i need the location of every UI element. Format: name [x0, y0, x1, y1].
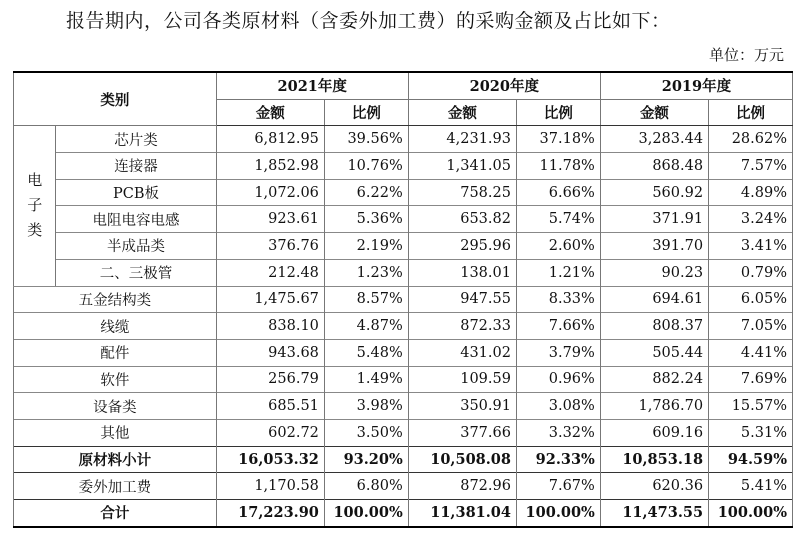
- table-row: [14, 153, 793, 180]
- ratio-cell: 3.79%: [516, 339, 600, 366]
- ratio-cell: 7.57%: [709, 153, 793, 180]
- amount-cell: 1,072.06: [216, 179, 324, 206]
- table-row: [14, 419, 793, 446]
- ratio-cell: 2.60%: [516, 233, 600, 260]
- amount-cell: 377.66: [408, 419, 516, 446]
- row-name: 合计: [14, 500, 217, 527]
- ratio-cell: 1.21%: [516, 259, 600, 286]
- ratio-cell: 5.41%: [709, 473, 793, 500]
- ratio-cell: 5.31%: [709, 419, 793, 446]
- ratio-cell: 28.62%: [709, 126, 793, 153]
- amount-cell: 882.24: [600, 366, 708, 393]
- amount-cell: 138.01: [408, 259, 516, 286]
- amount-cell: 685.51: [216, 393, 324, 420]
- ratio-cell: 3.32%: [516, 419, 600, 446]
- amount-cell: 602.72: [216, 419, 324, 446]
- ratio-cell: 7.05%: [709, 313, 793, 340]
- ratio-cell: 6.80%: [324, 473, 408, 500]
- amount-cell: 505.44: [600, 339, 708, 366]
- amount-cell: 808.37: [600, 313, 708, 340]
- table-row: [14, 206, 793, 233]
- amount-cell: 6,812.95: [216, 126, 324, 153]
- ratio-cell: 11.78%: [516, 153, 600, 180]
- amount-cell: 1,786.70: [600, 393, 708, 420]
- ratio-cell: 2.19%: [324, 233, 408, 260]
- ratio-cell: 1.23%: [324, 259, 408, 286]
- row-name: 五金结构类: [14, 286, 217, 313]
- ratio-cell: 3.98%: [324, 393, 408, 420]
- row-name: 线缆: [14, 313, 217, 340]
- group-label-char: 电: [27, 171, 43, 190]
- group-label: [14, 126, 56, 286]
- ratio-cell: 5.36%: [324, 206, 408, 233]
- table-body: [14, 126, 793, 527]
- ratio-cell: 39.56%: [324, 126, 408, 153]
- row-name: PCB板: [56, 179, 216, 206]
- ratio-cell: 7.69%: [709, 366, 793, 393]
- amount-cell: 431.02: [408, 339, 516, 366]
- ratio-cell: 0.79%: [709, 259, 793, 286]
- amount-cell: 1,341.05: [408, 153, 516, 180]
- ratio-cell: 3.50%: [324, 419, 408, 446]
- amount-cell: 943.68: [216, 339, 324, 366]
- header-category: 类别: [14, 72, 217, 126]
- ratio-cell: 100.00%: [709, 500, 793, 527]
- ratio-cell: 94.59%: [709, 446, 793, 473]
- row-name: 原材料小计: [14, 446, 217, 473]
- group-label-char: 子: [27, 196, 43, 215]
- ratio-cell: 1.49%: [324, 366, 408, 393]
- header-year: 2020年度: [408, 72, 600, 99]
- header-amount: 金额: [408, 99, 516, 126]
- amount-cell: 350.91: [408, 393, 516, 420]
- amount-cell: 1,475.67: [216, 286, 324, 313]
- amount-cell: 868.48: [600, 153, 708, 180]
- row-name: 配件: [14, 339, 217, 366]
- amount-cell: 11,381.04: [408, 500, 516, 527]
- intro-text: 报告期内，公司各类原材料（含委外加工费）的采购金额及占比如下：: [66, 10, 671, 32]
- amount-cell: 560.92: [600, 179, 708, 206]
- table-row: [14, 473, 793, 500]
- header-amount: 金额: [216, 99, 324, 126]
- header-ratio: 比例: [516, 99, 600, 126]
- row-name: 设备类: [14, 393, 217, 420]
- ratio-cell: 37.18%: [516, 126, 600, 153]
- group-label-char: 类: [27, 221, 43, 240]
- row-name: 委外加工费: [14, 473, 217, 500]
- ratio-cell: 6.66%: [516, 179, 600, 206]
- header-ratio: 比例: [324, 99, 408, 126]
- ratio-cell: 10.76%: [324, 153, 408, 180]
- amount-cell: 376.76: [216, 233, 324, 260]
- ratio-cell: 4.87%: [324, 313, 408, 340]
- amount-cell: 653.82: [408, 206, 516, 233]
- ratio-cell: 8.33%: [516, 286, 600, 313]
- amount-cell: 1,852.98: [216, 153, 324, 180]
- amount-cell: 620.36: [600, 473, 708, 500]
- amount-cell: 256.79: [216, 366, 324, 393]
- amount-cell: 838.10: [216, 313, 324, 340]
- ratio-cell: 100.00%: [516, 500, 600, 527]
- ratio-cell: 6.05%: [709, 286, 793, 313]
- table-row: [14, 126, 793, 153]
- table-row: [14, 313, 793, 340]
- row-name: 其他: [14, 419, 217, 446]
- amount-cell: 109.59: [408, 366, 516, 393]
- row-name: 软件: [14, 366, 217, 393]
- amount-cell: 17,223.90: [216, 500, 324, 527]
- table-row: [14, 339, 793, 366]
- ratio-cell: 3.08%: [516, 393, 600, 420]
- table-row: [14, 259, 793, 286]
- amount-cell: 758.25: [408, 179, 516, 206]
- unit-label: 单位：万元: [708, 46, 784, 64]
- amount-cell: 371.91: [600, 206, 708, 233]
- ratio-cell: 5.74%: [516, 206, 600, 233]
- ratio-cell: 3.41%: [709, 233, 793, 260]
- amount-cell: 90.23: [600, 259, 708, 286]
- table-row: [14, 179, 793, 206]
- row-name: 芯片类: [56, 126, 216, 153]
- ratio-cell: 93.20%: [324, 446, 408, 473]
- amount-cell: 4,231.93: [408, 126, 516, 153]
- ratio-cell: 8.57%: [324, 286, 408, 313]
- ratio-cell: 100.00%: [324, 500, 408, 527]
- table-row: [14, 393, 793, 420]
- row-name: 连接器: [56, 153, 216, 180]
- amount-cell: 1,170.58: [216, 473, 324, 500]
- table-row: [14, 446, 793, 473]
- amount-cell: 11,473.55: [600, 500, 708, 527]
- header-year: 2019年度: [600, 72, 792, 99]
- amount-cell: 16,053.32: [216, 446, 324, 473]
- amount-cell: 295.96: [408, 233, 516, 260]
- ratio-cell: 6.22%: [324, 179, 408, 206]
- table-row: [14, 233, 793, 260]
- header-year: 2021年度: [216, 72, 408, 99]
- ratio-cell: 4.89%: [709, 179, 793, 206]
- ratio-cell: 7.66%: [516, 313, 600, 340]
- ratio-cell: 92.33%: [516, 446, 600, 473]
- amount-cell: 872.33: [408, 313, 516, 340]
- ratio-cell: 3.24%: [709, 206, 793, 233]
- amount-cell: 10,853.18: [600, 446, 708, 473]
- amount-cell: 872.96: [408, 473, 516, 500]
- header-amount: 金额: [600, 99, 708, 126]
- row-name: 二、三极管: [56, 259, 216, 286]
- amount-cell: 694.61: [600, 286, 708, 313]
- ratio-cell: 15.57%: [709, 393, 793, 420]
- amount-cell: 212.48: [216, 259, 324, 286]
- ratio-cell: 5.48%: [324, 339, 408, 366]
- amount-cell: 947.55: [408, 286, 516, 313]
- table-row: [14, 366, 793, 393]
- row-name: 电阻电容电感: [56, 206, 216, 233]
- table-row: [14, 286, 793, 313]
- table-row: [14, 500, 793, 527]
- amount-cell: 609.16: [600, 419, 708, 446]
- row-name: 半成品类: [56, 233, 216, 260]
- amount-cell: 10,508.08: [408, 446, 516, 473]
- header-ratio: 比例: [709, 99, 793, 126]
- amount-cell: 923.61: [216, 206, 324, 233]
- ratio-cell: 4.41%: [709, 339, 793, 366]
- amount-cell: 3,283.44: [600, 126, 708, 153]
- ratio-cell: 0.96%: [516, 366, 600, 393]
- purchase-table: [13, 71, 793, 528]
- amount-cell: 391.70: [600, 233, 708, 260]
- ratio-cell: 7.67%: [516, 473, 600, 500]
